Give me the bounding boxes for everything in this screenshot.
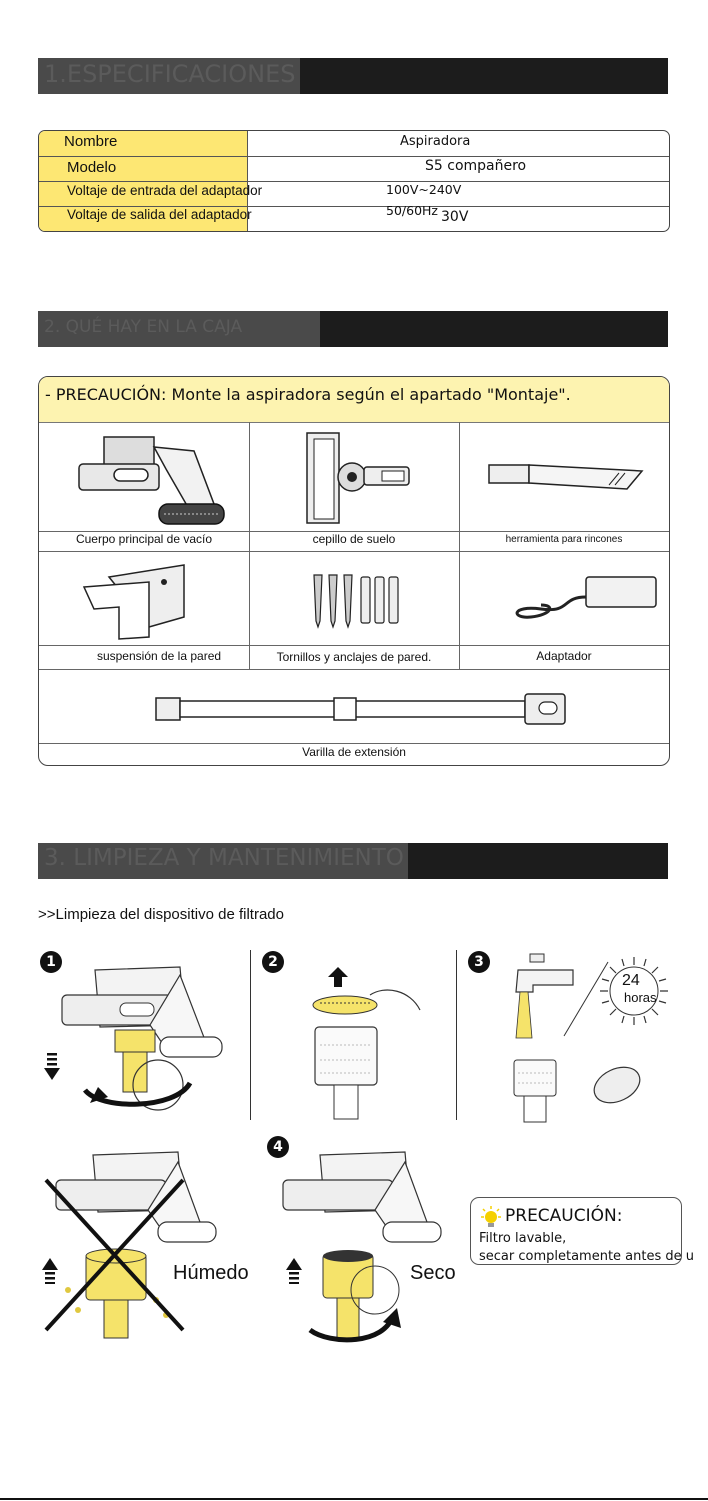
step2-illustration (300, 965, 450, 1125)
item-caption: Adaptador (536, 649, 592, 663)
wet-filter-illustration (38, 1150, 218, 1345)
note-line: Filtro lavable, (479, 1231, 567, 1246)
spec-value: 30V (441, 209, 469, 225)
timer-unit: horas (624, 990, 657, 1005)
box-contents-grid (38, 376, 670, 766)
floor-brush-image (304, 429, 414, 529)
adapter-image (501, 575, 661, 625)
section-title: 2. QUÉ HAY EN LA CAJA (44, 317, 243, 337)
spec-value: 50/60Hz (386, 203, 438, 218)
spec-label: Modelo (67, 159, 117, 176)
section-header-cleaning (38, 843, 668, 879)
timer-number: 24 (622, 972, 640, 989)
item-caption: suspensión de la pared (96, 649, 222, 663)
step-number: 1 (40, 951, 62, 973)
section-header-box (38, 311, 668, 347)
step3-filter-image (510, 1055, 650, 1125)
wall-mount-image (79, 557, 189, 643)
caution-banner (39, 377, 669, 423)
table-row (39, 131, 669, 157)
page-bottom-rule (0, 1498, 708, 1500)
step-number: 3 (468, 951, 490, 973)
extension-rod-image (154, 690, 574, 730)
step1-illustration (40, 965, 240, 1125)
arrow-down-icon (44, 1053, 60, 1081)
item-caption: Tornillos y anclajes de pared. (276, 650, 432, 664)
section-title: 3. LIMPIEZA Y MANTENIMIENTO (44, 845, 404, 871)
step-number: 2 (262, 951, 284, 973)
spec-value: 100V~240V (386, 182, 462, 197)
item-caption: cepillo de suelo (312, 532, 396, 546)
wet-label: Húmedo (173, 1262, 249, 1284)
crevice-tool-image (487, 457, 647, 497)
divider-line (560, 960, 610, 1040)
section-header-specs (38, 58, 668, 94)
cleaning-subtitle: >>Limpieza del dispositivo de filtrado (38, 906, 284, 923)
spec-label: Voltaje de entrada del adaptador (67, 183, 263, 198)
note-line: secar completamente antes de u (479, 1249, 695, 1264)
arrow-up-icon (42, 1258, 58, 1284)
step4-illustration (275, 1150, 455, 1350)
lightbulb-icon (479, 1206, 503, 1230)
step-number: 4 (267, 1136, 289, 1158)
item-caption: herramienta para rincones (505, 534, 623, 545)
spec-table (38, 130, 670, 232)
caution-note (470, 1197, 695, 1265)
arrow-up-icon (286, 1258, 302, 1284)
spec-label: Voltaje de salida del adaptador (67, 207, 252, 222)
spec-label: Nombre (64, 133, 118, 150)
vacuum-body-image (74, 429, 224, 529)
spec-value: Aspiradora (400, 134, 471, 149)
table-row (39, 156, 669, 182)
item-caption: Cuerpo principal de vacío (75, 532, 213, 546)
caution-text: - PRECAUCIÓN: Monte la aspiradora según el apartado "Montaje". (45, 385, 571, 404)
item-caption: Varilla de extensión (302, 745, 406, 759)
screws-anchors-image (309, 573, 409, 629)
spec-value: S5 compañero (425, 158, 527, 174)
section-title: 1.ESPECIFICACIONES (44, 60, 296, 88)
dry-label: Seco (410, 1262, 456, 1284)
note-title: PRECAUCIÓN: (505, 1206, 623, 1226)
